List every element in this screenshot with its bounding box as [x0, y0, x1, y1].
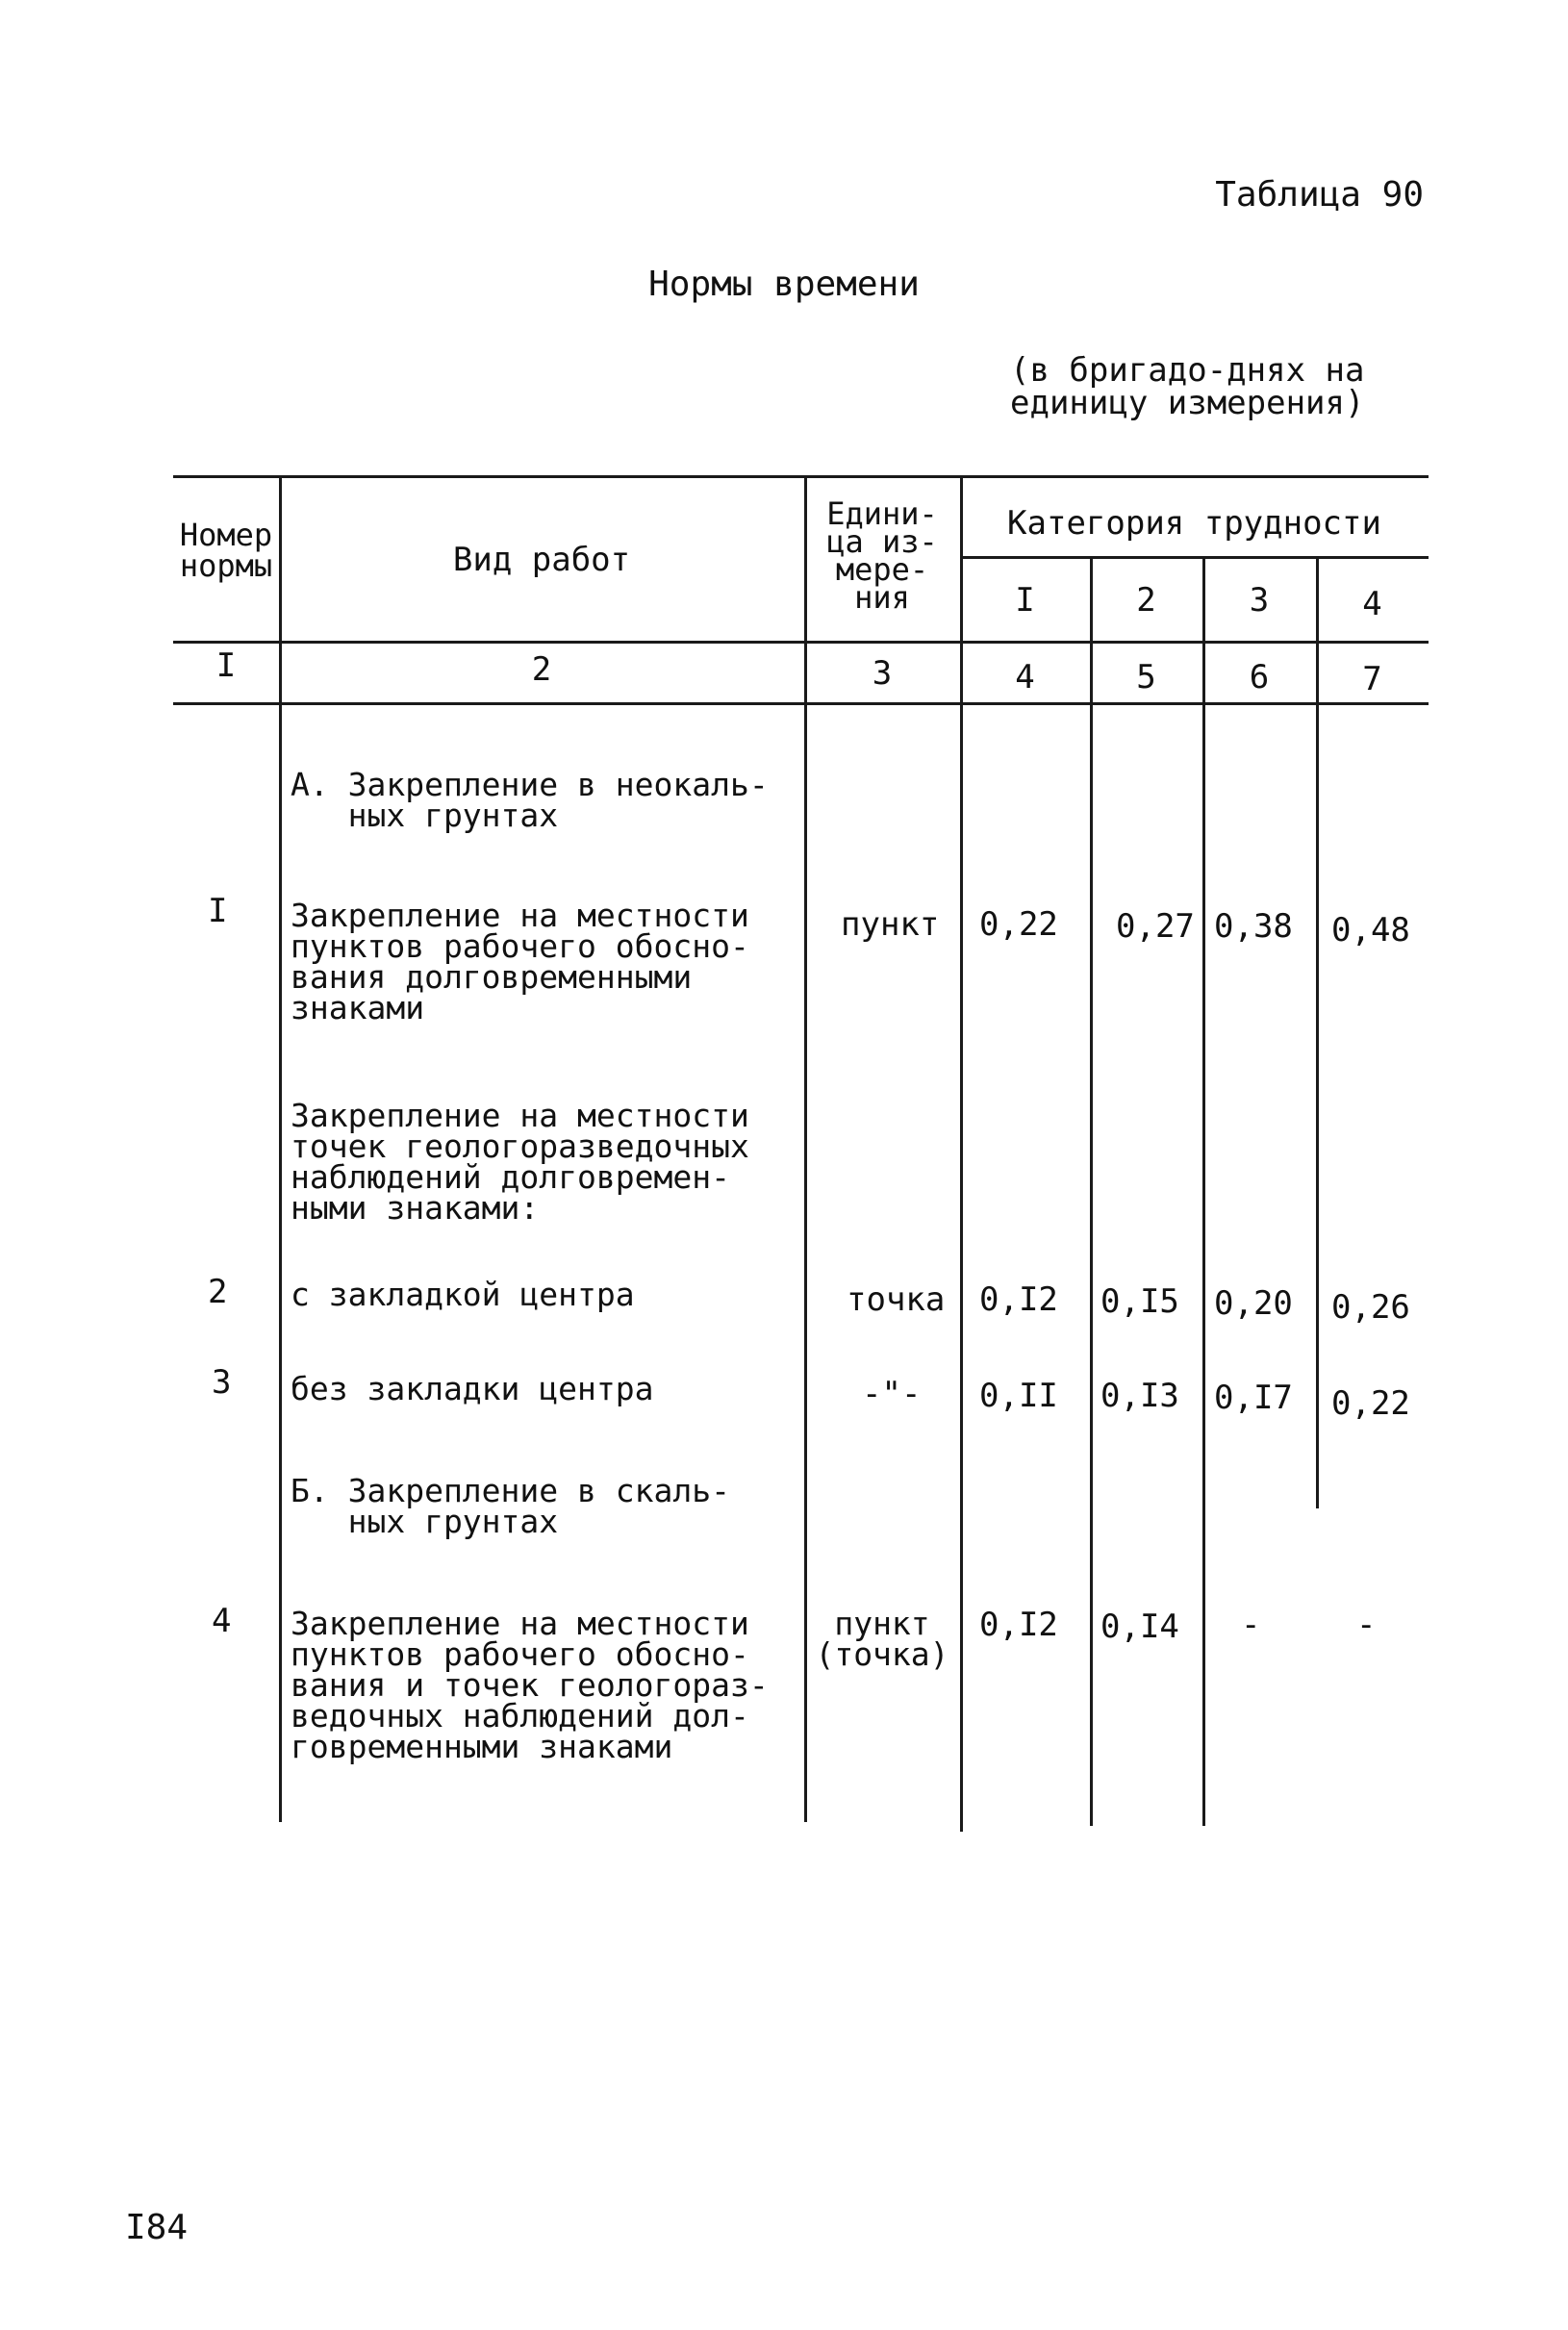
row-2-unit: точка: [847, 1280, 946, 1319]
row-4-cat-1: 0,I2: [979, 1606, 1058, 1644]
row-4-cat-3: -: [1241, 1606, 1261, 1644]
row-3-cat-4: 0,22: [1331, 1384, 1410, 1423]
row-1-cat-4: 0,48: [1331, 911, 1410, 950]
row-3-cat-2: 0,I3: [1100, 1377, 1179, 1415]
section-a-heading: А. Закрепление в неокаль- ных грунтах: [291, 766, 769, 834]
row-4-work: Закрепление на местности пунктов рабочего обосно- вания и точек геологораз- ведочных наблюдений дол- говременными знаками: [291, 1605, 769, 1765]
row-3-cat-3: 0,I7: [1214, 1379, 1293, 1417]
rule-col5: [1202, 556, 1205, 1826]
header-category-2: 2: [1136, 581, 1156, 620]
header-category-1: I: [1015, 581, 1035, 620]
colnum-5: 5: [1136, 658, 1156, 696]
row-1-no: I: [208, 892, 228, 930]
row-1-cat-2: 0,27: [1116, 907, 1195, 946]
table-caption: Таблица 90: [1215, 175, 1424, 215]
rule-category: [960, 556, 1429, 559]
colnum-3: 3: [872, 654, 893, 693]
row-2-cat-3: 0,20: [1214, 1284, 1293, 1323]
colnum-7: 7: [1362, 660, 1382, 698]
header-norm-no: Номер нормы: [179, 517, 273, 584]
rule-colnum-bottom: [173, 702, 1429, 705]
header-unit: Едини- ца из- мере- ния: [826, 495, 938, 616]
row-2-cat-2: 0,I5: [1100, 1282, 1179, 1321]
row-1-unit: пункт: [841, 905, 940, 944]
unit-note: (в бригадо-днях на единицу измерения): [1010, 351, 1365, 422]
page-title: [0, 267, 1568, 302]
row-1-work: Закрепление на местности пунктов рабочего обосно- вания долговременными знаками: [291, 897, 749, 1026]
colnum-2: 2: [531, 650, 552, 689]
row-2-no: 2: [208, 1273, 228, 1311]
row-3-work: без закладки центра: [291, 1370, 654, 1407]
header-work-type: Вид работ: [452, 541, 631, 579]
header-category-3: 3: [1249, 581, 1270, 620]
section-b-heading: Б. Закрепление в скаль- ных грунтах: [291, 1472, 730, 1540]
colnum-6: 6: [1249, 658, 1270, 696]
page-number: I84: [125, 2208, 189, 2247]
row-4-cat-2: 0,I4: [1100, 1608, 1179, 1646]
row-2-work: с закладкой центра: [291, 1276, 635, 1313]
rule-col4: [1090, 556, 1093, 1826]
row-4-unit: пункт (точка): [815, 1605, 949, 1673]
title-text: Нормы времени: [648, 265, 920, 304]
colnum-4: 4: [1015, 658, 1035, 696]
rule-top: [173, 475, 1429, 478]
row-4-cat-4: -: [1356, 1606, 1377, 1644]
row-3-cat-1: 0,II: [979, 1377, 1058, 1415]
header-category-4: 4: [1362, 585, 1382, 623]
row-1-cat-1: 0,22: [979, 905, 1058, 944]
row-3-no: 3: [212, 1363, 232, 1402]
group-heading: Закрепление на местности точек геологоразведочных наблюдений долговремен- ными знаками:: [291, 1097, 749, 1227]
row-1-cat-3: 0,38: [1214, 907, 1293, 946]
colnum-1: I: [215, 646, 237, 685]
row-3-unit: -"-: [862, 1375, 922, 1413]
rule-col6: [1316, 556, 1319, 1508]
row-2-cat-1: 0,I2: [979, 1280, 1058, 1319]
row-2-cat-4: 0,26: [1331, 1288, 1410, 1327]
row-4-no: 4: [212, 1602, 232, 1640]
rule-header-bottom: [173, 641, 1429, 644]
header-category-group: Категория трудности: [1007, 504, 1381, 543]
